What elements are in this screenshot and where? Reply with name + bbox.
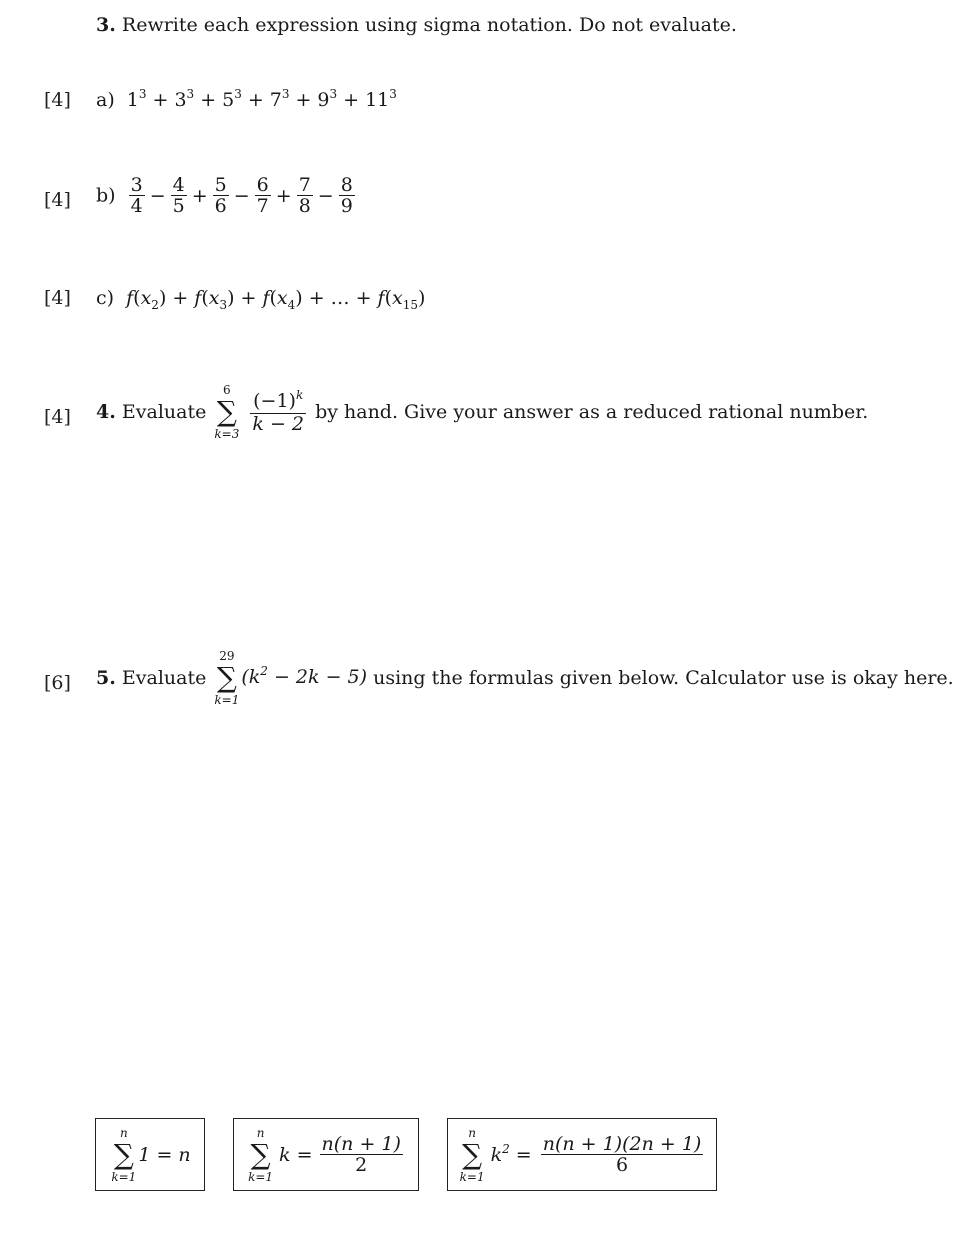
formula-box-linear: [233, 1118, 419, 1191]
q3c-term: $f(x_{15})$: [377, 287, 426, 312]
q3b-fraction: $\frac{5}{6}$: [214, 174, 227, 217]
q4-fraction: [250, 387, 306, 435]
q3b-fraction: $\frac{7}{8}$: [298, 174, 311, 217]
q3a-term: $5^3$: [222, 87, 242, 111]
q5-after: using the formulas given below. Calculator use is okay here.: [373, 667, 954, 689]
q3c-ellipsis: …: [330, 287, 350, 309]
q3b-fraction: $\frac{4}{5}$: [172, 174, 185, 217]
q3a-term: $11^3$: [365, 87, 397, 111]
f2-fraction: $\frac{n(n + 1)}{2}$: [321, 1133, 401, 1176]
f1-sigma: n ∑ k=1: [111, 1125, 137, 1184]
q4-numerator: $(-1)^k$: [250, 391, 306, 414]
q3a-operator: +: [343, 89, 360, 111]
sigma-icon: ∑: [113, 1137, 134, 1171]
q3a-terms: [127, 89, 397, 111]
q3b-label: b): [96, 184, 116, 207]
q3b-operator: −: [233, 184, 250, 207]
q3a-operator: +: [247, 89, 264, 111]
q3b-fraction: $\frac{6}{7}$: [256, 174, 269, 217]
sigma-icon: ∑: [216, 661, 237, 694]
q3a-operator: +: [295, 89, 312, 111]
q3c-term: $f(x_2)$: [126, 287, 167, 312]
q4-sigma: [214, 383, 239, 441]
sigma-icon: ∑: [216, 395, 237, 428]
q4-upper: 6: [223, 383, 231, 397]
q4-points: [4]: [44, 406, 71, 428]
f2-lhs: k =: [279, 1143, 313, 1166]
q3c-label: c): [96, 287, 115, 309]
q3b-operator: +: [191, 184, 208, 207]
q3a-term: $7^3$: [269, 87, 290, 111]
q3c-operator: +: [355, 287, 372, 309]
q4-word: Evaluate: [121, 401, 207, 423]
q3b-fraction: $\frac{8}{9}$: [340, 174, 353, 217]
q5-upper: 29: [219, 649, 235, 663]
f3-eq: =: [515, 1143, 532, 1166]
q4-denominator: k − 2: [252, 412, 305, 435]
q3a-points: [4]: [44, 89, 71, 111]
q3b-fraction: $\frac{3}{4}$: [130, 174, 143, 217]
q3b-operator: −: [317, 184, 334, 207]
f3-sigma: n ∑ k=1: [459, 1125, 485, 1184]
q3-heading: [96, 13, 737, 37]
formula-box-squares: [447, 1118, 717, 1191]
q3c-terms: [126, 287, 426, 312]
q3b-operator: −: [149, 184, 166, 207]
q3c-operator: +: [172, 287, 189, 309]
sigma-icon: ∑: [250, 1137, 271, 1171]
q3c-points: [4]: [44, 287, 71, 309]
q3b-operator: +: [275, 184, 292, 207]
q3a-term: $3^3$: [174, 87, 195, 111]
q3a-operator: +: [152, 89, 169, 111]
q5-body: $(k^2 - 2k - 5)$: [241, 664, 368, 688]
q4-number: 4.: [96, 401, 116, 423]
q3c-term: $f(x_3)$: [194, 287, 235, 312]
q3-number: 3.: [96, 14, 116, 36]
formula-box-constant: [95, 1118, 205, 1191]
q3a-term: $9^3$: [317, 87, 338, 111]
q5-sigma: [214, 649, 239, 707]
q3b-terms: [126, 174, 358, 217]
q5-number: 5.: [96, 667, 116, 689]
q5-line: [96, 649, 954, 707]
q3b-points: [4]: [44, 189, 71, 211]
q5-lower: k=1: [214, 693, 240, 707]
q3c-operator: +: [240, 287, 257, 309]
q3b-expression: [96, 175, 358, 216]
f2-sigma: n ∑ k=1: [248, 1125, 274, 1184]
q3c-expression: [96, 286, 425, 312]
q5-points: [6]: [44, 672, 71, 694]
q3a-expression: [96, 88, 397, 114]
f3-fraction: $\frac{n(n + 1)(2n + 1)}{6}$: [542, 1133, 702, 1176]
q3a-label: a): [96, 89, 115, 111]
f3-lhs: $k^2$: [490, 1141, 510, 1166]
f1-rhs: 1 = n: [138, 1143, 191, 1166]
q4-lower: k=3: [214, 427, 240, 441]
q3c-term: $f(x_4)$: [262, 287, 303, 312]
q3a-operator: +: [200, 89, 217, 111]
q3c-operator: +: [308, 287, 325, 309]
q4-after: by hand. Give your answer as a reduced rational number.: [315, 401, 869, 423]
q3a-term: $1^3$: [126, 87, 147, 111]
q4-line: [96, 383, 868, 441]
q5-word: Evaluate: [121, 667, 207, 689]
sigma-icon: ∑: [462, 1137, 483, 1171]
q3-prompt: Rewrite each expression using sigma notation. Do not evaluate.: [121, 14, 737, 36]
